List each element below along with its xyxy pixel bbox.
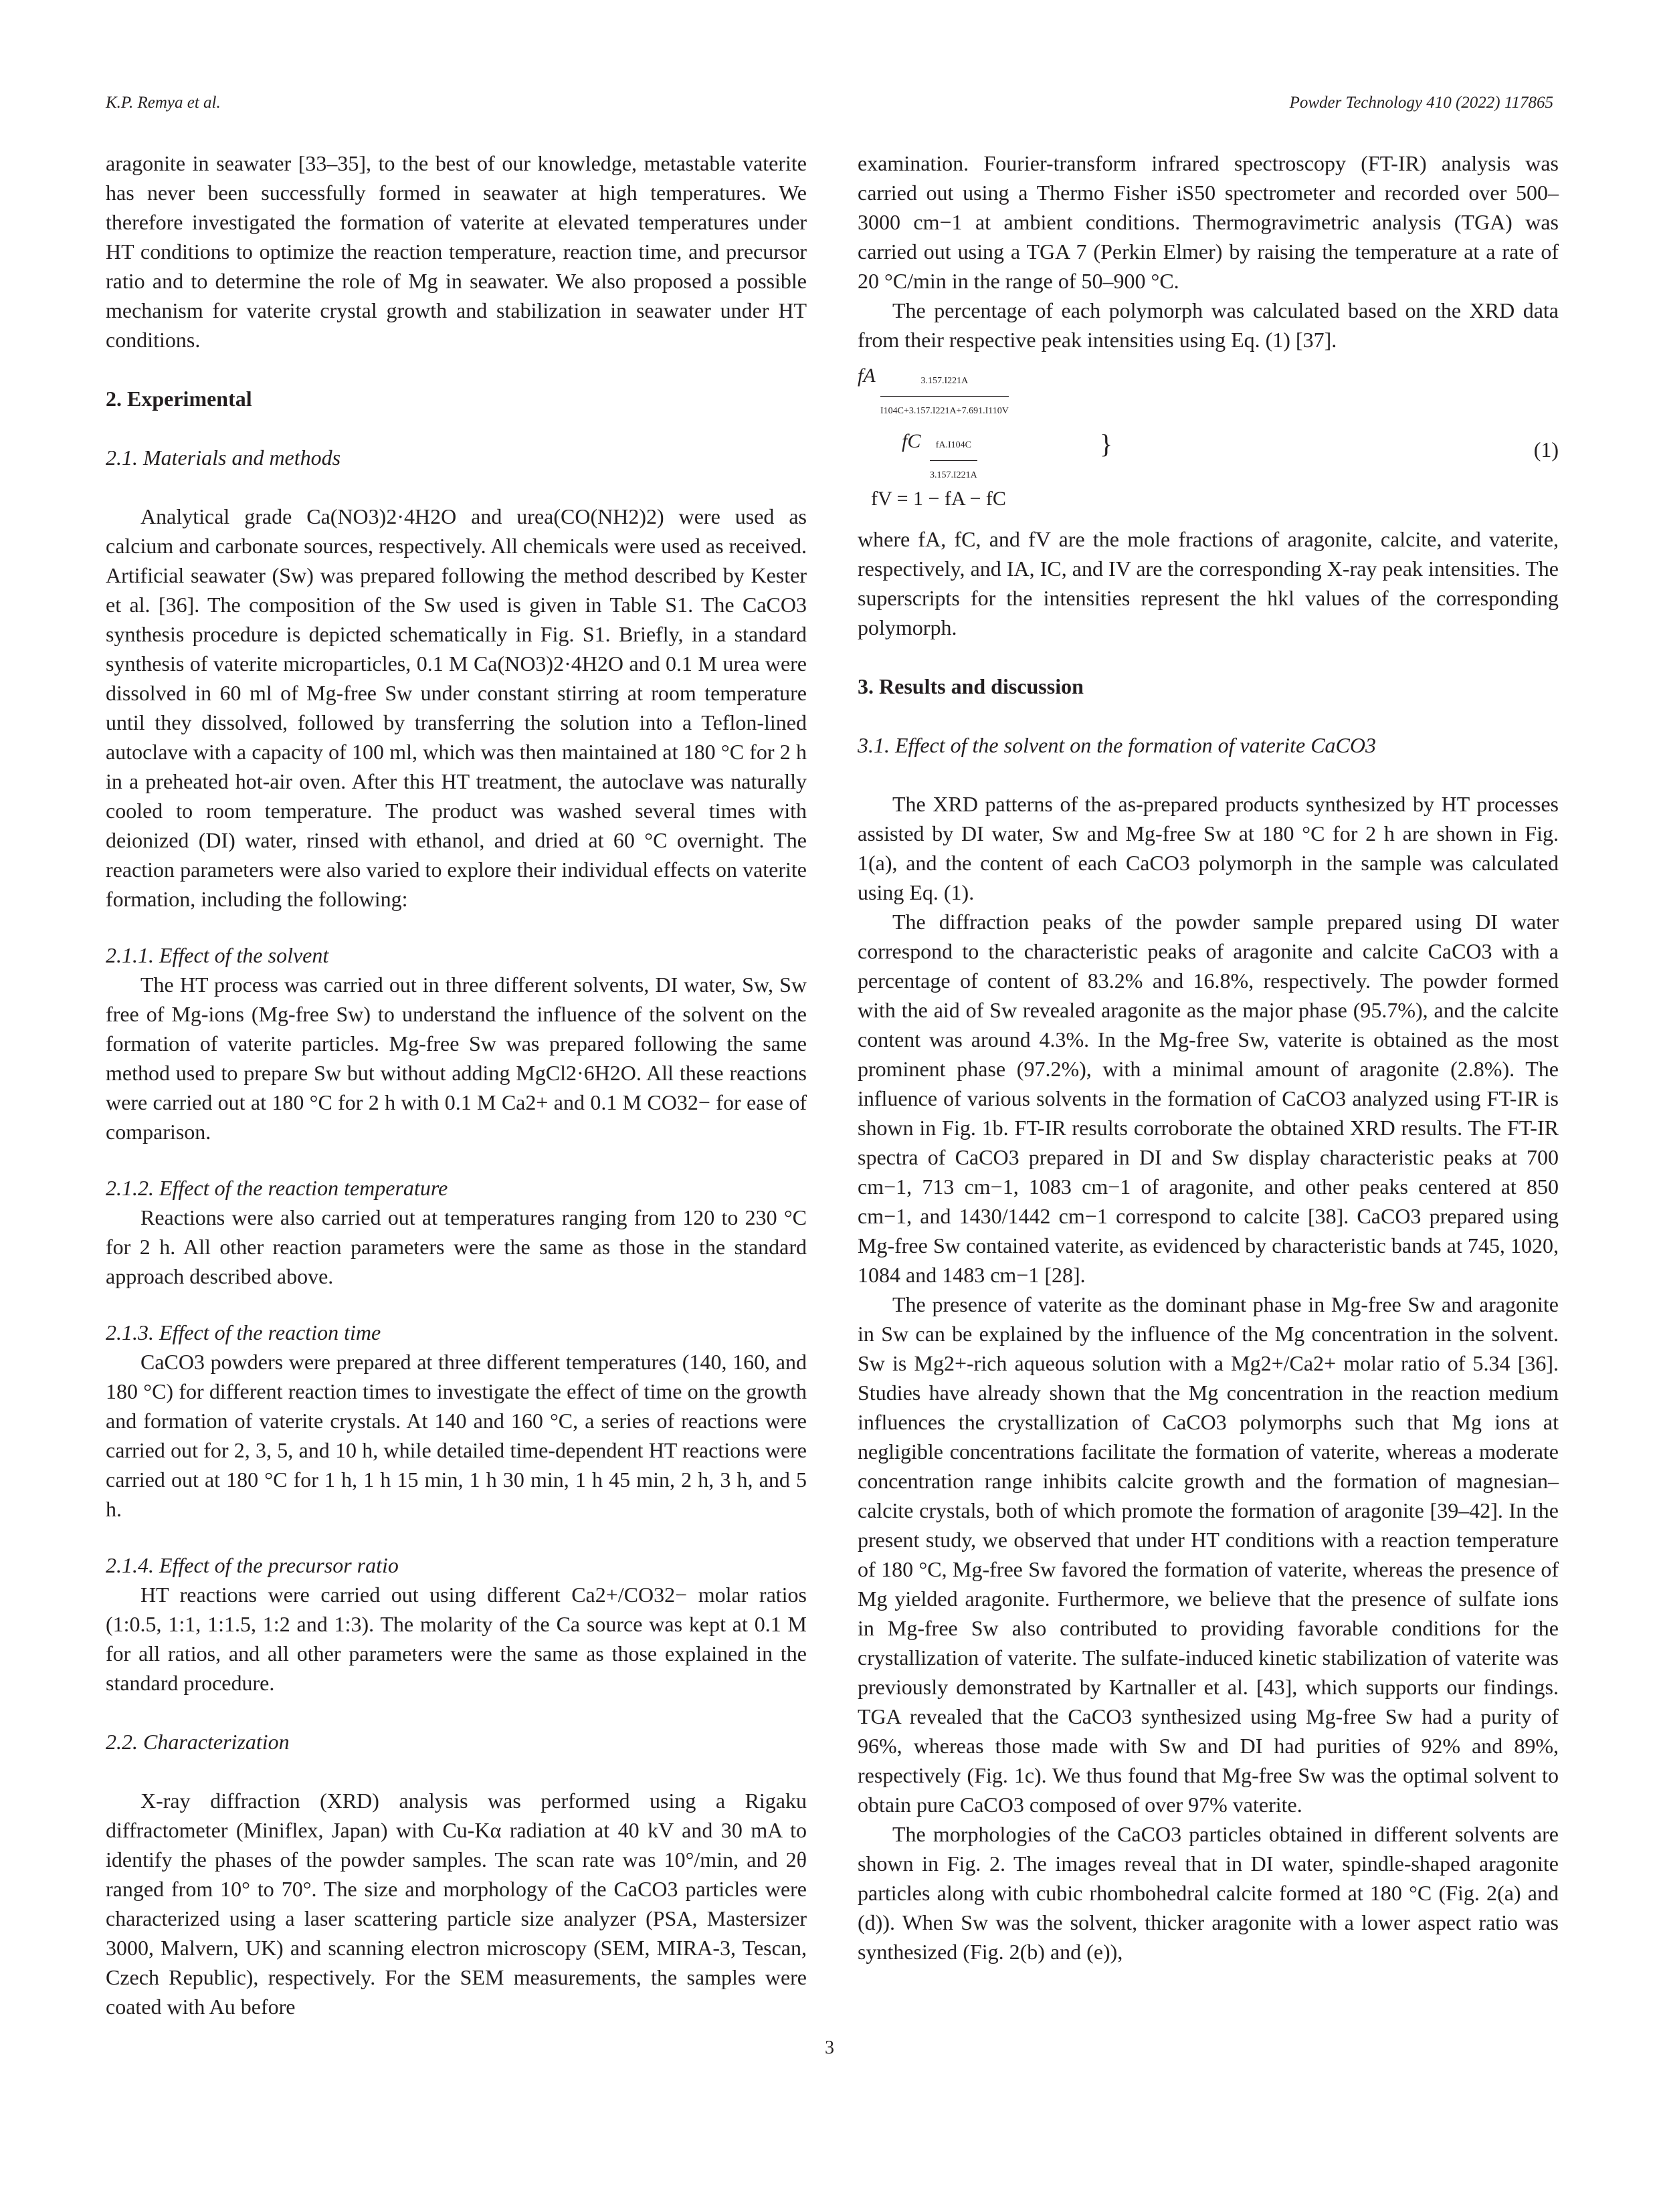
xrd-paragraph: The XRD patterns of the as-prepared products synthesized by HT processes assisted by DI water, Sw and Mg-free Sw at 180 °C for 2 h are shown in Fig. 1(a), and the content of each CaCO3 polymorph in the sample was calculated using Eq. (1). bbox=[858, 792, 1559, 904]
equation-fa-numerator: 3.157.I221A bbox=[880, 367, 1009, 397]
equation-fa-fraction bbox=[880, 367, 1009, 426]
section-3-heading: 3. Results and discussion bbox=[858, 674, 1084, 698]
running-header-authors: K.P. Remya et al. bbox=[106, 94, 221, 112]
equation-fc-symbol: fC bbox=[902, 430, 921, 452]
equation-fv-line: fV = 1 − fA − fC bbox=[871, 488, 1006, 510]
percentage-paragraph: The percentage of each polymorph was calculated based on the XRD data from their respective peak intensities using Eq. (1) [37]. bbox=[858, 298, 1559, 352]
section-2-1-4-heading: 2.1.4. Effect of the precursor ratio bbox=[106, 1553, 399, 1577]
temperature-paragraph: Reactions were also carried out at temperatures ranging from 120 to 230 °C for 2 h. All other reaction parameters were the same as those in the standard approach described above. bbox=[106, 1205, 807, 1288]
intro-tail-paragraph: aragonite in seawater [33–35], to the best of our knowledge, metastable vaterite has never been successfully formed in seawater at high temperatures. We therefore investigated the formation of vaterite at elevated temperatures under HT conditions to optimize the reaction temperature, reaction time, and precursor ratio and to determine the role of Mg in seawater. We also proposed a possible mechanism for vaterite crystal growth and stabilization in seawater under HT conditions. bbox=[106, 151, 807, 352]
section-2-1-1-heading: 2.1.1. Effect of the solvent bbox=[106, 943, 329, 967]
solvent-paragraph: The HT process was carried out in three different solvents, DI water, Sw, Sw free of Mg-ions (Mg-free Sw) to understand the influence of the solvent on the formation of vaterite particles. Mg-free Sw was prepared following the same method used to prepare Sw but without adding MgCl2·6H2O. All these reactions were carried out at 180 °C for 2 h with 0.1 M Ca2+ and 0.1 M CO32− for ease of comparison. bbox=[106, 973, 807, 1144]
equation-1 bbox=[858, 360, 1559, 516]
equation-fc-fraction bbox=[930, 431, 977, 490]
section-2-2-heading: 2.2. Characterization bbox=[106, 1730, 290, 1754]
diffraction-paragraph: The diffraction peaks of the powder sample prepared using DI water correspond to the characteristic peaks of aragonite and calcite CaCO3 with a percentage of content of 83.2% and 16.8%, respectively. The powder formed with the aid of Sw revealed aragonite as the major phase (95.7%), and the calcite content was around 4.3%. In the Mg-free Sw, vaterite is obtained as the most prominent phase (97.2%), with a minimal amount of aragonite (2.8%). The influence of various solvents in the formation of CaCO3 analyzed using FT-IR is shown in Fig. 1b. FT-IR results corroborate the obtained XRD results. The FT-IR spectra of CaCO3 prepared in DI and Sw display characteristic peaks at 700 cm−1, 713 cm−1, 1083 cm−1 of aragonite, and other peaks centered at 850 cm−1, and 1430/1442 cm−1 correspond to calcite [38]. CaCO3 prepared using Mg-free Sw contained vaterite, as evidenced by characteristic bands at 745, 1020, 1084 and 1483 cm−1 [28]. bbox=[858, 910, 1559, 1287]
time-paragraph: CaCO3 powders were prepared at three different temperatures (140, 160, and 180 °C) for different reaction times to investigate the effect of time on the growth and formation of vaterite crystals. At 140 and 160 °C, a series of reactions were carried out for 2, 3, 5, and 10 h, while detailed time-dependent HT reactions were carried out at 180 °C for 1 h, 1 h 15 min, 1 h 30 min, 1 h 45 min, 2 h, 3 h, and 5 h. bbox=[106, 1350, 807, 1521]
morphology-paragraph: The morphologies of the CaCO3 particles obtained in different solvents are shown in Fig. 2. The images reveal that in DI water, spindle-shaped aragonite particles along with cubic rhombohedral calcite formed at 180 °C (Fig. 2(a) and (d)). When Sw was the solvent, thicker aragonite with a lower aspect ratio was synthesized (Fig. 2(b) and (e)), bbox=[858, 1822, 1559, 1964]
equation-fc-numerator: fA.I104C bbox=[930, 431, 977, 461]
equation-number: (1) bbox=[1533, 437, 1559, 462]
where-paragraph: where fA, fC, and fV are the mole fractions of aragonite, calcite, and vaterite, respectively, and IA, IC, and IV are the corresponding X-ray peak intensities. The superscripts for the intensities represent the hkl values of the corresponding polymorph. bbox=[858, 527, 1559, 639]
equation-fc-denominator: 3.157.I221A bbox=[930, 470, 977, 480]
equation-fa-symbol: fA bbox=[858, 365, 876, 387]
characterization-continued-paragraph: examination. Fourier-transform infrared spectroscopy (FT-IR) analysis was carried out using a Thermo Fisher iS50 spectrometer and recorded over 500–3000 cm−1 at ambient conditions. Thermogravimetric analysis (TGA) was carried out using a TGA 7 (Perkin Elmer) by raising the temperature at a rate of 20 °C/min in the range of 50–900 °C. bbox=[858, 151, 1559, 293]
section-2-1-heading: 2.1. Materials and methods bbox=[106, 445, 341, 470]
left-column bbox=[106, 148, 807, 2021]
presence-paragraph: The presence of vaterite as the dominant phase in Mg-free Sw and aragonite in Sw can be explained by the influence of the Mg concentration in the solvent. Sw is Mg2+-rich aqueous solution with a Mg2+/Ca2+ molar ratio of 5.34 [36]. Studies have already shown that the Mg concentration in the reaction medium influences the crystallization of CaCO3 polymorphs such that Mg ions at negligible concentrations facilitate the formation of vaterite, whereas a moderate concentration range inhibits calcite growth and the formation of magnesian–calcite crystals, both of which promote the formation of aragonite [39–42]. In the present study, we observed that under HT conditions with a reaction temperature of 180 °C, Mg-free Sw favored the formation of vaterite, whereas the presence of Mg yielded aragonite. Furthermore, we believe that the presence of sulfate ions in Mg-free Sw also contributed to providing favorable conditions for the crystallization of vaterite. The sulfate-induced kinetic stabilization of vaterite was previously demonstrated by Kartnaller et al. [43], which supports our findings. TGA revealed that the CaCO3 synthesized using Mg-free Sw had a purity of 96%, whereas those made with Sw and DI had purities of 92% and 89%, respectively (Fig. 1c). We thus found that Mg-free Sw was the optimal solvent to obtain pure CaCO3 composed of over 97% vaterite. bbox=[858, 1292, 1559, 1817]
ratio-paragraph: HT reactions were carried out using different Ca2+/CO32− molar ratios (1:0.5, 1:1, 1:1.5, 1:2 and 1:3). The molarity of the Ca source was kept at 0.1 M for all ratios, and all other parameters were the same as those explained in the standard procedure. bbox=[106, 1583, 807, 1695]
section-3-1-heading: 3.1. Effect of the solvent on the formation of vaterite CaCO3 bbox=[858, 733, 1376, 757]
running-header-journal: Powder Technology 410 (2022) 117865 bbox=[1289, 94, 1553, 112]
equation-brace: } bbox=[1100, 429, 1113, 459]
characterization-paragraph: X-ray diffraction (XRD) analysis was performed using a Rigaku diffractometer (Miniflex, Japan) with Cu-Kα radiation at 40 kV and 30 mA to identify the phases of the powder samples. The scan rate was 10°/min, and 2θ ranged from 10° to 70°. The size and morphology of the CaCO3 particles were characterized using a laser scattering particle size analyzer (PSA, Mastersizer 3000, Malvern, UK) and scanning electron microscopy (SEM, MIRA-3, Tescan, Czech Republic), respectively. For the SEM measurements, the samples were coated with Au before bbox=[106, 1789, 807, 2019]
materials-paragraph: Analytical grade Ca(NO3)2·4H2O and urea(CO(NH2)2) were used as calcium and carbonate sources, respectively. All chemicals were used as received. Artificial seawater (Sw) was prepared following the method described by Kester et al. [36]. The composition of the Sw used is given in Table S1. The CaCO3 synthesis procedure is depicted schematically in Fig. S1. Briefly, in a standard synthesis of vaterite microparticles, 0.1 M Ca(NO3)2·4H2O and 0.1 M urea were dissolved in 60 ml of Mg-free Sw under constant stirring at room temperature until they dissolved, followed by transferring the solution into a Teflon-lined autoclave with a capacity of 100 ml, which was then maintained at 180 °C for 2 h in a preheated hot-air oven. After this HT treatment, the autoclave was naturally cooled to room temperature. The product was washed several times with deionized (DI) water, rinsed with ethanol, and dried at 60 °C overnight. The reaction parameters were also varied to explore their individual effects on vaterite formation, including the following: bbox=[106, 504, 807, 911]
equation-fa-denominator: I104C+3.157.I221A+7.691.I110V bbox=[880, 406, 1009, 416]
section-2-1-3-heading: 2.1.3. Effect of the reaction time bbox=[106, 1320, 381, 1344]
page-number: 3 bbox=[825, 2037, 834, 2058]
section-2-heading: 2. Experimental bbox=[106, 387, 252, 411]
right-column bbox=[858, 148, 1559, 1967]
section-2-1-2-heading: 2.1.2. Effect of the reaction temperature bbox=[106, 1176, 448, 1200]
